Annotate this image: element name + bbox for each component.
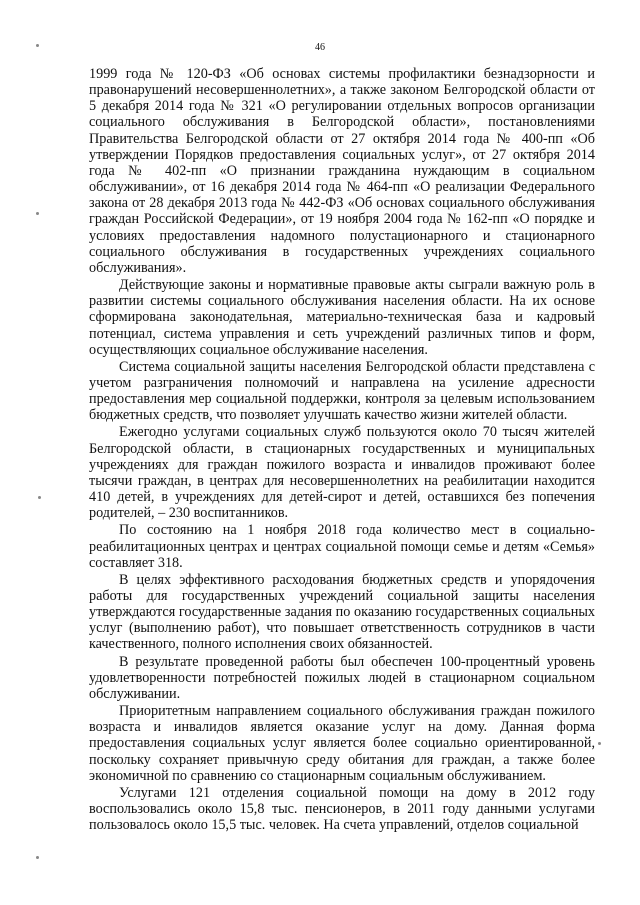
paragraph-rehabilitation-places: По состоянию на 1 ноября 2018 года количество мест в социально-реабилитационных центрах и центрах социальной помощи семье и детям «Семья» составляет 318. bbox=[89, 522, 595, 571]
paragraph-annual-services: Ежегодно услугами социальных служб пользуются около 70 тысяч жителей Белгородской области, в стационарных государственных и муниципальных учреждениях для граждан пожилого возраста и инвалидов проживают более тысячи граждан, в центрах для несовершеннолетних на реабилитации находится 410 детей, в учреждениях для детей-сирот и детей, оставшихся без попечения родителей, – 230 воспитанников. bbox=[89, 424, 595, 522]
scan-mark bbox=[36, 856, 39, 859]
scan-mark bbox=[38, 496, 41, 499]
paragraph-social-protection-system: Система социальной защиты населения Белгородской области представлена с учетом разграничения полномочий и направлена на усиление адресности предоставления мер социальной поддержки, контроля за целевым использованием бюджетных средств, что позволяет улучшать качество жизни жителей области. bbox=[89, 358, 595, 424]
paragraph-budget-efficiency: В целях эффективного расходования бюджетных средств и упорядочения работы для государственных учреждений социальной защиты населения утверждаются государственные задания по оказанию государственных социальных услуг (выполнению работ), что повышает ответственность сотрудников в части качественного, полного исполнения своих обязанностей. bbox=[89, 571, 595, 653]
document-body bbox=[89, 66, 595, 833]
paragraph-home-care-priority: Приоритетным направлением социального обслуживания граждан пожилого возраста и инвалидов является оказание услуг на дому. Данная форма предоставления социальных услуг является более социально ориентированной, поскольку сохраняет привычную среду обитания для граждан, а также более экономичной по сравнению со стационарным социальным обслуживанием. bbox=[89, 703, 595, 784]
page-number: 46 bbox=[315, 42, 325, 53]
scan-mark bbox=[36, 44, 39, 47]
paragraph-legal-acts-continued: 1999 года № 120-ФЗ «Об основах системы профилактики безнадзорности и правонарушений несовершеннолетних», а также законом Белгородской области от 5 декабря 2014 года № 321 «О регулировании отдельных вопросов организации социального обслуживания в Белгородской области», постановлениями Правительства Белгородской области от 27 октября 2014 года № 400-пп «Об утверждении Порядков предоставления социальных услуг», от 27 октября 2014 года № 402-пп «О признании гражданина нуждающим в социальном обслуживании», от 16 декабря 2014 года № 464-пп «О реализации Федерального закона от 28 декабря 2013 года № 442-ФЗ «Об основах социального обслуживания граждан Российской Федерации», от 19 ноября 2004 года № 162-пп «О порядке и условиях предоставления надомного полустационарного и стационарного социального обслуживания в государственных учреждениях социального обслуживания». bbox=[89, 66, 595, 276]
paragraph-home-care-statistics: Услугами 121 отделения социальной помощи на дому в 2012 году воспользовались около 15,8 тыс. пенсионеров, в 2011 году данными услугами пользовалось около 15,5 тыс. человек. На счета управлений, отделов социальной bbox=[89, 784, 595, 834]
scan-mark bbox=[36, 212, 39, 215]
scan-mark bbox=[598, 742, 601, 745]
paragraph-satisfaction-level: В результате проведенной работы был обеспечен 100-процентный уровень удовлетворенности потребностей пожилых людей в стационарном социальном обслуживании. bbox=[89, 653, 595, 702]
paragraph-laws-role: Действующие законы и нормативные правовые акты сыграли важную роль в развитии системы социального обслуживания населения области. На их основе сформирована законодательная, материально-техническая база и кадровый потенциал, система управления и сеть учреждений различных типов и форм, осуществляющих социальное обслуживание населения. bbox=[89, 277, 595, 358]
